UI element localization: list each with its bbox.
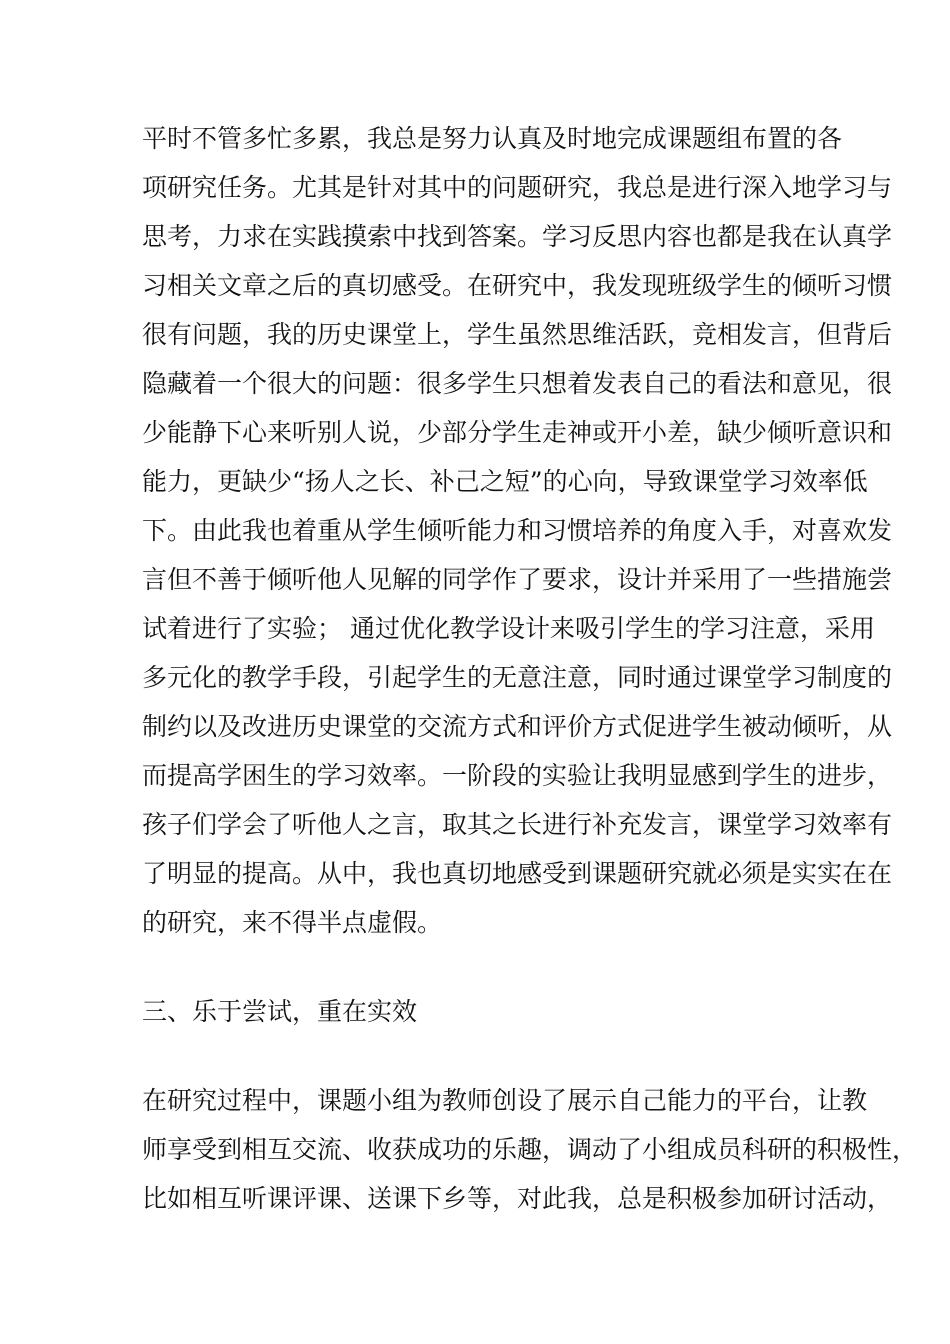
section-heading: 三、乐于尝试，重在实效 (142, 997, 418, 1026)
paragraph-line: 试着进行了实验； 通过优化教学设计来吸引学生的学习注意，采用 (142, 614, 875, 643)
paragraph-line: 而提高学困生的学习效率。一阶段的实验让我明显感到学生的进步， (142, 761, 893, 790)
document-body (142, 114, 918, 1223)
paragraph-1 (142, 114, 893, 947)
paragraph-line: 制约以及改进历史课堂的交流方式和评价方式促进学生被动倾听，从 (142, 712, 893, 741)
paragraph-line: 下。由此我也着重从学生倾听能力和习惯培养的角度入手，对喜欢发 (142, 516, 893, 545)
paragraph-line: 孩子们学会了听他人之言，取其之长进行补充发言，课堂学习效率有 (142, 810, 893, 839)
paragraph-2 (142, 1076, 918, 1223)
paragraph-line: 少能静下心来听别人说，少部分学生走神或开小差，缺少倾听意识和 (142, 418, 893, 447)
paragraph-line: 平时不管多忙多累，我总是努力认真及时地完成课题组布置的各 (142, 124, 843, 153)
paragraph-line: 在研究过程中，课题小组为教师创设了展示自己能力的平台，让教 (142, 1086, 868, 1115)
paragraph-line: 思考，力求在实践摸索中找到答案。学习反思内容也都是我在认真学 (142, 222, 893, 251)
paragraph-spacing (142, 1036, 808, 1076)
paragraph-line: 了明显的提高。从中，我也真切地感受到课题研究就必须是实实在在 (142, 859, 893, 888)
paragraph-line: 很有问题，我的历史课堂上，学生虽然思维活跃，竞相发言，但背后 (142, 320, 893, 349)
paragraph-spacing (142, 947, 808, 987)
paragraph-line: 能力，更缺少“扬人之长、补己之短”的心向，导致课堂学习效率低 (142, 467, 868, 496)
paragraph-line: 习相关文章之后的真切感受。在研究中，我发现班级学生的倾听习惯 (142, 271, 893, 300)
paragraph-line: 师享受到相互交流、收获成功的乐趣，调动了小组成员科研的积极性， (142, 1135, 918, 1164)
paragraph-line: 隐藏着一个很大的问题：很多学生只想着发表自己的看法和意见，很 (142, 369, 893, 398)
paragraph-line: 比如相互听课评课、送课下乡等，对此我，总是积极参加研讨活动， (142, 1184, 893, 1213)
paragraph-line: 言但不善于倾听他人见解的同学作了要求，设计并采用了一些措施尝 (142, 565, 893, 594)
paragraph-line: 多元化的教学手段，引起学生的无意注意，同时通过课堂学习制度的 (142, 663, 893, 692)
paragraph-line: 项研究任务。尤其是针对其中的问题研究，我总是进行深入地学习与 (142, 173, 893, 202)
paragraph-line: 的研究，来不得半点虚假。 (142, 908, 443, 937)
